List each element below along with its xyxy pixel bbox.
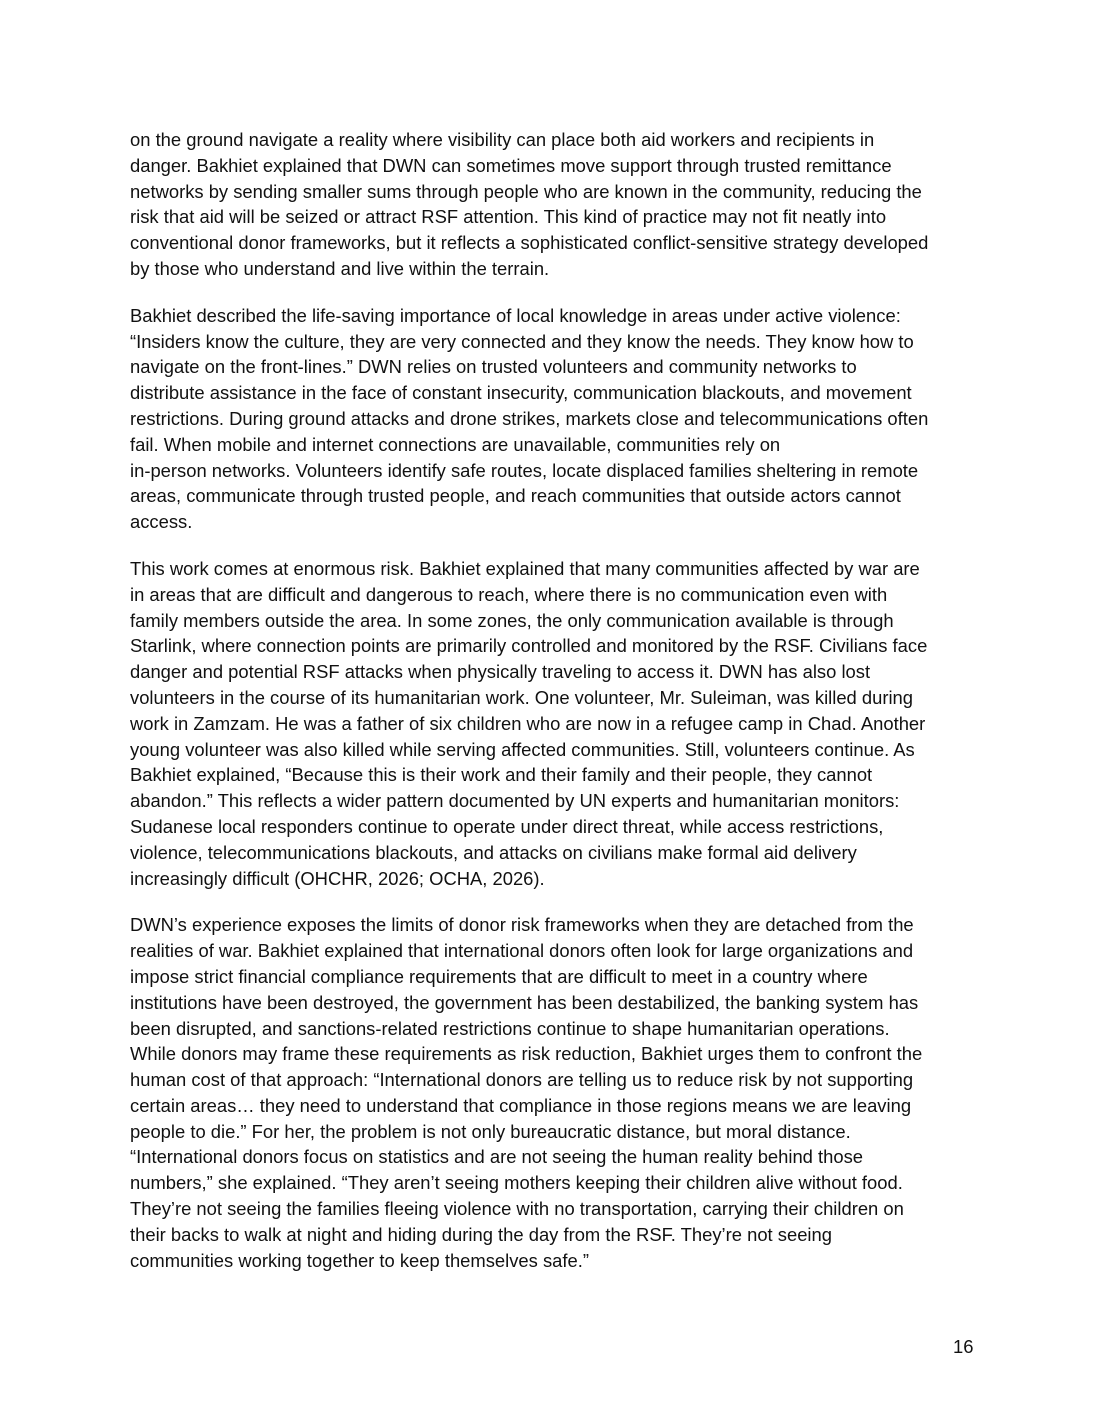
text-line: violence, telecommunications blackouts, and attacks on civilians make formal aid delivery bbox=[130, 841, 857, 863]
text-line: institutions have been destroyed, the government has been destabilized, the banking system has bbox=[130, 991, 919, 1013]
text-line: risk that aid will be seized or attract RSF attention. This kind of practice may not fit neatly into bbox=[130, 206, 887, 228]
text-line: danger and potential RSF attacks when physically traveling to access it. DWN has also lost bbox=[130, 661, 871, 683]
text-line: restrictions. During ground attacks and drone strikes, markets close and telecommunications often bbox=[130, 407, 929, 429]
text-line: areas, communicate through trusted people, and reach communities that outside actors cannot bbox=[130, 485, 901, 507]
text-line: human cost of that approach: “International donors are telling us to reduce risk by not supporting bbox=[130, 1069, 914, 1091]
text-line: realities of war. Bakhiet explained that international donors often look for large organizations and bbox=[130, 940, 914, 962]
text-line: in-person networks. Volunteers identify safe routes, locate displaced families sheltering in remote bbox=[130, 459, 919, 481]
text-line: certain areas… they need to understand that compliance in those regions means we are leaving bbox=[130, 1094, 912, 1116]
paragraph bbox=[130, 127, 1000, 282]
body-text bbox=[130, 127, 1000, 1294]
text-line: This work comes at enormous risk. Bakhiet explained that many communities affected by war are bbox=[130, 557, 920, 579]
text-line: abandon.” This reflects a wider pattern documented by UN experts and humanitarian monitors: bbox=[130, 790, 900, 812]
page-number: 16 bbox=[953, 1336, 974, 1357]
text-line: fail. When mobile and internet connections are unavailable, communities rely on bbox=[130, 433, 781, 455]
text-line: Starlink, where connection points are primarily controlled and monitored by the RSF. Civilians face bbox=[130, 635, 928, 657]
text-line: people to die.” For her, the problem is not only bureaucratic distance, but moral distance. bbox=[130, 1120, 851, 1142]
text-line: networks by sending smaller sums through people who are known in the community, reducing the bbox=[130, 180, 922, 202]
text-line: DWN’s experience exposes the limits of donor risk frameworks when they are detached from the bbox=[130, 914, 914, 936]
text-line: conventional donor frameworks, but it reflects a sophisticated conflict-sensitive strategy developed bbox=[130, 232, 929, 254]
text-line: their backs to walk at night and hiding during the day from the RSF. They’re not seeing bbox=[130, 1223, 832, 1245]
text-line: impose strict financial compliance requirements that are difficult to meet in a country where bbox=[130, 965, 868, 987]
text-line: communities working together to keep themselves safe.” bbox=[130, 1249, 589, 1271]
text-line: access. bbox=[130, 511, 193, 533]
text-line: on the ground navigate a reality where visibility can place both aid workers and recipients in bbox=[130, 129, 875, 150]
text-line: young volunteer was also killed while serving affected communities. Still, volunteers continue. As bbox=[130, 738, 915, 760]
text-line: by those who understand and live within the terrain. bbox=[130, 257, 550, 279]
text-line: distribute assistance in the face of constant insecurity, communication blackouts, and movement bbox=[130, 382, 912, 404]
text-line: Sudanese local responders continue to operate under direct threat, while access restrictions, bbox=[130, 815, 884, 837]
text-line: increasingly difficult (OHCHR, 2026; OCHA, 2026). bbox=[130, 867, 545, 889]
text-line: Bakhiet described the life-saving importance of local knowledge in areas under active violence: bbox=[130, 304, 901, 326]
text-line: been disrupted, and sanctions-related restrictions continue to shape humanitarian operations. bbox=[130, 1017, 890, 1039]
text-line: family members outside the area. In some zones, the only communication available is through bbox=[130, 609, 894, 631]
paragraph bbox=[130, 912, 1000, 1273]
text-line: They’re not seeing the families fleeing violence with no transportation, carrying their children on bbox=[130, 1198, 904, 1220]
text-line: danger. Bakhiet explained that DWN can sometimes move support through trusted remittance bbox=[130, 154, 892, 176]
paragraph bbox=[130, 556, 1000, 891]
text-line: volunteers in the course of its humanitarian work. One volunteer, Mr. Suleiman, was killed during bbox=[130, 686, 914, 708]
text-line: in areas that are difficult and dangerous to reach, where there is no communication even with bbox=[130, 583, 888, 605]
paragraph bbox=[130, 303, 1000, 535]
text-line: While donors may frame these requirements as risk reduction, Bakhiet urges them to confront the bbox=[130, 1043, 923, 1065]
text-line: work in Zamzam. He was a father of six children who are now in a refugee camp in Chad. Another bbox=[130, 712, 926, 734]
text-line: navigate on the front-lines.” DWN relies on trusted volunteers and community networks to bbox=[130, 356, 857, 378]
text-line: Bakhiet explained, “Because this is their work and their family and their people, they cannot bbox=[130, 764, 873, 786]
text-line: “International donors focus on statistics and are not seeing the human reality behind those bbox=[130, 1146, 864, 1168]
text-line: numbers,” she explained. “They aren’t seeing mothers keeping their children alive without food. bbox=[130, 1172, 903, 1194]
text-line: “Insiders know the culture, they are very connected and they know the needs. They know how to bbox=[130, 330, 914, 352]
